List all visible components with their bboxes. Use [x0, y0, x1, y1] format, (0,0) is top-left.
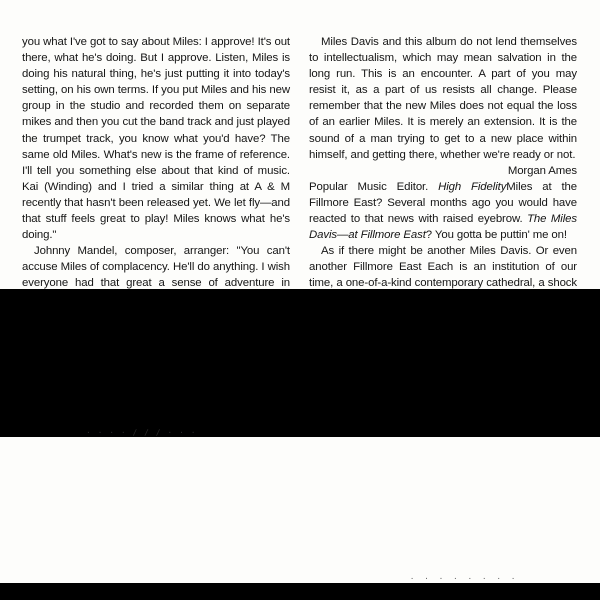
affiliation-end: ? You gotta be puttin' me on! [425, 229, 567, 242]
left-paragraph-2-mandel-quote: Johnny Mandel, composer, arranger: "You can't accuse Miles of complacency. He'll do anything. I wish everyone had that great a sense of adventure in [22, 245, 290, 290]
left-paragraph-1: you what I've got to say about Miles: I approve! It's out there, what he's doing. But I approve. Listen, Miles is doing his natural thing, he's just putting it into today's setting, on his own terms. If you put Miles and his new group in the studio and recorded them on separate mikes and then you cut the band track and just played the trumpet track, you know what you'd have? The same old Miles. What's new is the frame of reference. I'll tell you something else about that kind of music. Kai (Winding) and I tried a similar thing at A & M recently that hasn't been released yet. We let fly—and that stuff feels great to play! Miles knows what he's doing." [22, 36, 290, 242]
author-affiliation-paragraph [309, 179, 577, 243]
right-paragraph-1: Miles Davis and this album do not lend themselves to intellectualism, which may mean salvation in the long run. This is an encounter. A part of you may resist it, as a part of us resists all change. Please remember that the new Miles does not equal the loss of an earlier Miles. It is merely an extension. It is the sound of a man trying to get to a new place within himself, and getting there, whether we're ready or not. [309, 36, 577, 161]
right-paragraph-3: As if there might be another Miles Davis. Or even another Fillmore East Each is an institution of our time, a one-of-a-kind contemporary cathedral, a shock [309, 245, 577, 290]
album-title: The Miles Davis—at Fillmore East [309, 213, 578, 242]
magazine-name: High Fidelity [438, 180, 507, 193]
affiliation-continuation: Miles at the Fillmore East? Several months ago you would have reacted to that news with raised eyebrow. [309, 180, 578, 226]
author-signature: Morgan Ames [507, 164, 577, 177]
scan-speckle: · · · · ∕ ∕ ∕ · · · [86, 428, 197, 437]
bottom-black-band [0, 583, 600, 600]
right-column [309, 34, 577, 288]
affiliation-prefix: Popular Music Editor. [309, 180, 439, 193]
redaction-band [0, 289, 600, 437]
bottom-scan-dots: · · · · · · · · [410, 575, 519, 583]
left-column [22, 34, 290, 288]
